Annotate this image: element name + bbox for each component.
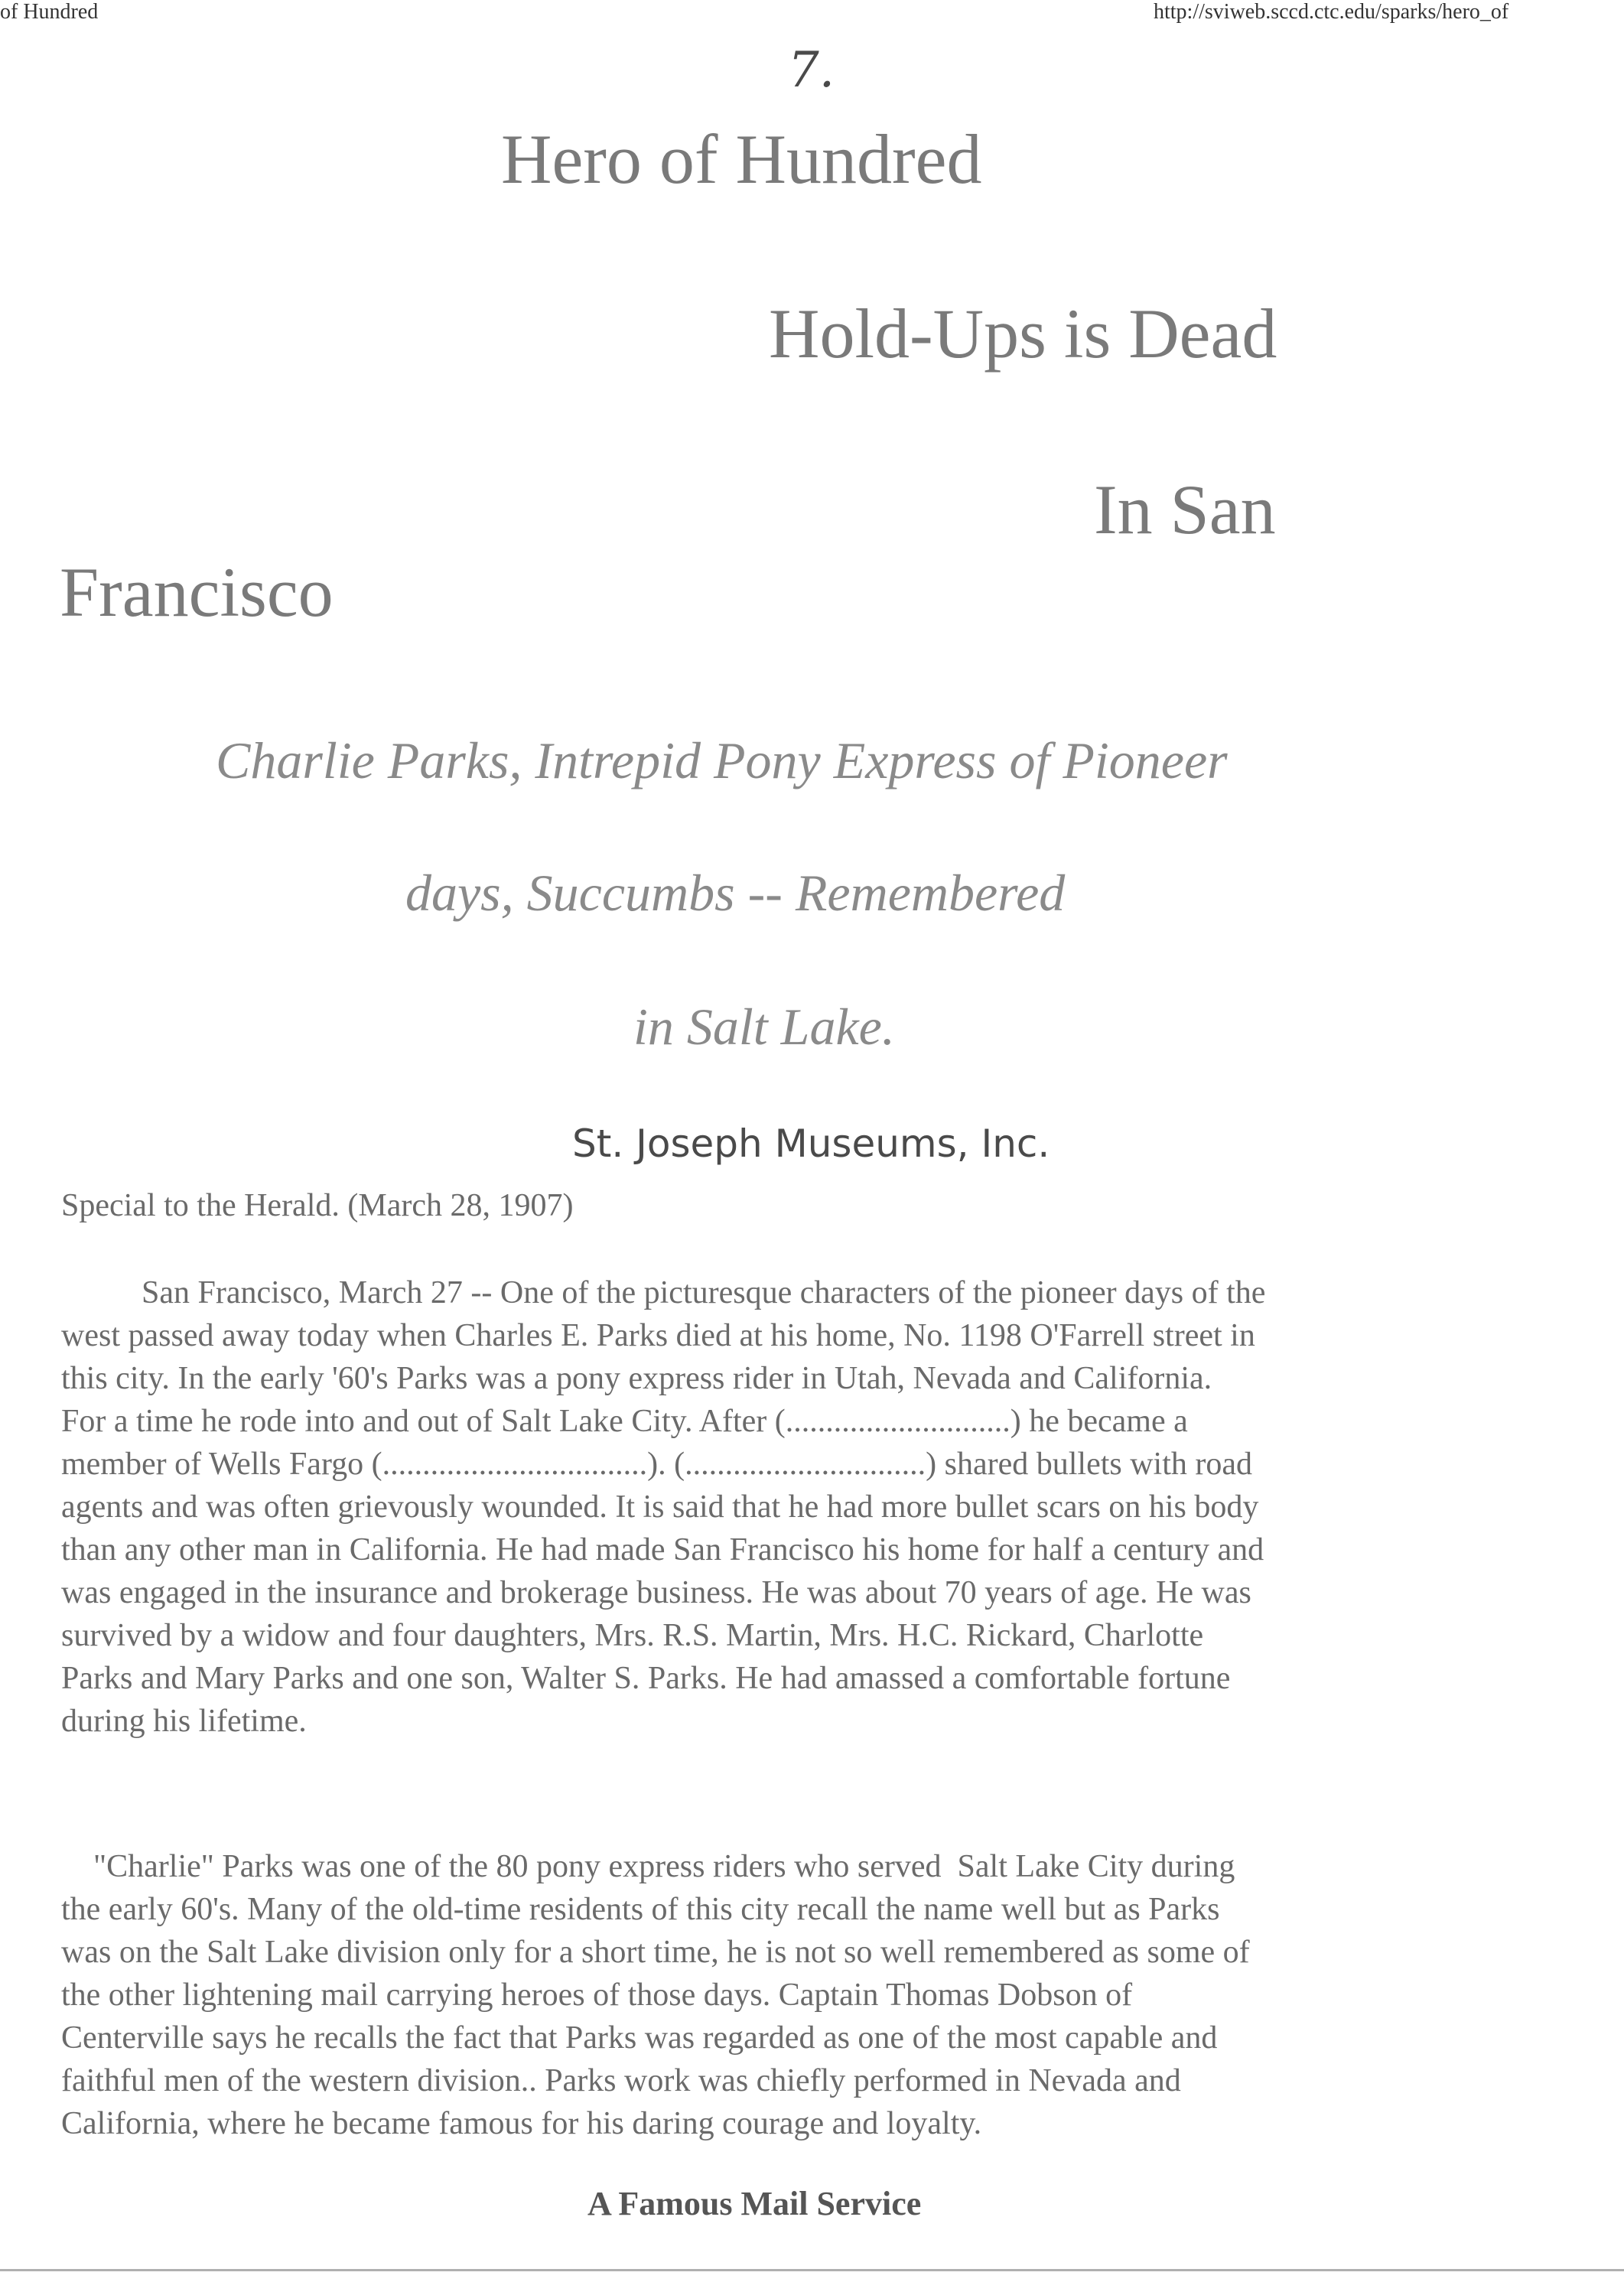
- page-bottom-rule: [0, 2269, 1624, 2271]
- paragraph-line: "Charlie" Parks was one of the 80 pony express riders who served Salt Lake City during: [61, 1849, 1235, 1884]
- paragraph-line: agents and was often grievously wounded. It is said that he had more bullet scars on his body: [61, 1489, 1259, 1525]
- paragraph-line: the other lightening mail carrying heroes of those days. Captain Thomas Dobson of: [61, 1978, 1133, 2013]
- paragraph-line: west passed away today when Charles E. Parks died at his home, No. 1198 O'Farrell street in: [61, 1318, 1255, 1353]
- byline: Special to the Herald. (March 28, 1907): [61, 1188, 574, 1223]
- paragraph-line: during his lifetime.: [61, 1704, 307, 1739]
- paragraph-line: California, where he became famous for his daring courage and loyalty.: [61, 2106, 982, 2141]
- article-paragraph-2: [61, 1845, 1515, 2145]
- paragraph-line: survived by a widow and four daughters, Mrs. R.S. Martin, Mrs. H.C. Rickard, Charlotte: [61, 1618, 1204, 1653]
- paragraph-line: was on the Salt Lake division only for a short time, he is not so well remembered as some of: [61, 1935, 1250, 1970]
- headline-line-1: Hero of Hundred: [501, 120, 982, 198]
- paragraph-line: Centerville says he recalls the fact that Parks was regarded as one of the most capable and: [61, 2020, 1218, 2056]
- paragraph-line: the early 60's. Many of the old-time residents of this city recall the name well but as Parks: [61, 1892, 1220, 1927]
- paragraph-line: than any other man in California. He had made San Francisco his home for half a century and: [61, 1532, 1264, 1567]
- headline-line-4: Francisco: [60, 553, 334, 631]
- headline-line-2: Hold-Ups is Dead: [769, 295, 1277, 373]
- paragraph-line: For a time he rode into and out of Salt Lake City. After (............................) he became a: [61, 1404, 1188, 1439]
- subheadline-line-3: in Salt Lake.: [633, 998, 895, 1056]
- paragraph-line: member of Wells Fargo (.................................). (..............................) shared bullets with road: [61, 1447, 1253, 1482]
- paragraph-line: faithful men of the western division.. Parks work was chiefly performed in Nevada and: [61, 2063, 1181, 2098]
- handwritten-page-number: 7.: [788, 42, 835, 99]
- paragraph-line: San Francisco, March 27 -- One of the picturesque characters of the pioneer days of the: [61, 1275, 1266, 1310]
- section-heading: A Famous Mail Service: [587, 2185, 922, 2222]
- paragraph-line: Parks and Mary Parks and one son, Walter S. Parks. He had amassed a comfortable fortune: [61, 1661, 1231, 1696]
- subheadline-line-1: Charlie Parks, Intrepid Pony Express of Pioneer: [216, 731, 1228, 789]
- paragraph-line: was engaged in the insurance and brokerage business. He was about 70 years of age. He was: [61, 1575, 1251, 1610]
- museum-credit: St. Joseph Museums, Inc.: [572, 1121, 1050, 1166]
- paragraph-line: this city. In the early '60's Parks was a pony express rider in Utah, Nevada and California.: [61, 1361, 1212, 1396]
- running-header-url: http://sviweb.sccd.ctc.edu/sparks/hero_of: [1154, 0, 1509, 24]
- headline-line-3: In San: [1094, 470, 1276, 549]
- subheadline-line-2: days, Succumbs -- Remembered: [405, 864, 1066, 922]
- running-header-left: of Hundred: [0, 0, 99, 24]
- article-paragraph-1: [61, 1271, 1515, 1743]
